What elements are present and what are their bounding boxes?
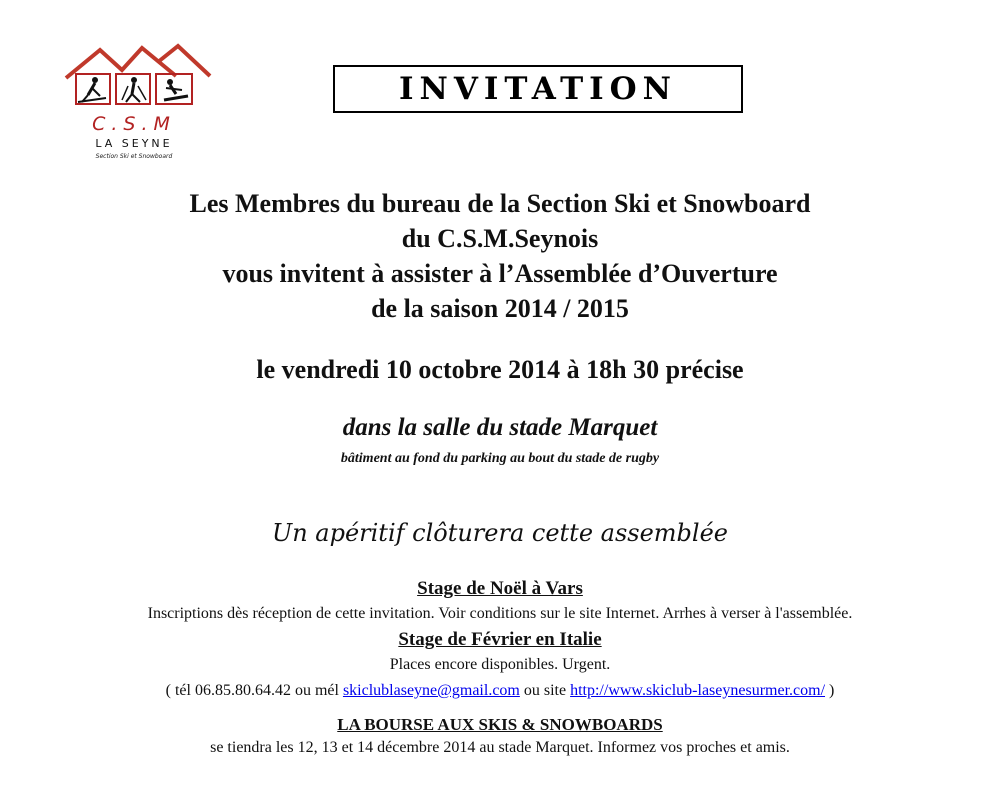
bourse-text: se tiendra les 12, 13 et 14 décembre 2014 au stade Marquet. Informez vos proches et amis. xyxy=(210,739,790,756)
logo-subtitle: Section Ski et Snowboard xyxy=(95,153,173,160)
contact-prefix: ( tél 06.85.80.64.42 ou mél xyxy=(165,682,343,699)
page-title: INVITATION xyxy=(398,71,678,107)
invitation-title-box xyxy=(333,65,743,113)
skiers-roof-icon xyxy=(62,40,214,115)
intro-line-4: de la saison 2014 / 2015 xyxy=(371,294,629,323)
contact-suffix: ) xyxy=(825,682,835,699)
event-location: dans la salle du stade Marquet xyxy=(342,414,658,441)
stage-noel-text: Inscriptions dès réception de cette invitation. Voir conditions sur le site Internet. Arrhes à verser à l'assemblée. xyxy=(147,605,853,622)
stage-noel-heading: Stage de Noël à Vars xyxy=(417,578,583,599)
club-logo xyxy=(62,40,214,170)
aperitif-note: Un apéritif clôturera cette assemblée xyxy=(271,519,729,547)
contact-line xyxy=(0,682,1000,700)
intro-line-3: vous invitent à assister à l’Assemblée d’Ouverture xyxy=(222,259,778,288)
intro-line-1: Les Membres du bureau de la Section Ski et Snowboard xyxy=(189,189,811,218)
stage-fevrier-text: Places encore disponibles. Urgent. xyxy=(389,656,611,673)
intro-line-2: du C.S.M.Seynois xyxy=(401,224,599,253)
stage-fevrier-heading: Stage de Février en Italie xyxy=(398,629,602,650)
logo-city-text: LA SEYNE xyxy=(95,137,173,150)
event-date: le vendredi 10 octobre 2014 à 18h 30 précise xyxy=(256,355,744,384)
event-location-detail: bâtiment au fond du parking au bout du stade de rugby xyxy=(340,451,660,466)
contact-middle: ou site xyxy=(519,682,571,699)
email-link[interactable]: skiclublaseyne@gmail.com xyxy=(342,682,520,699)
bourse-heading: LA BOURSE AUX SKIS & SNOWBOARDS xyxy=(337,715,663,734)
logo-csm-text: C.S.M xyxy=(92,113,176,135)
website-link[interactable]: http://www.skiclub-laseynesurmer.com/ xyxy=(570,682,826,699)
